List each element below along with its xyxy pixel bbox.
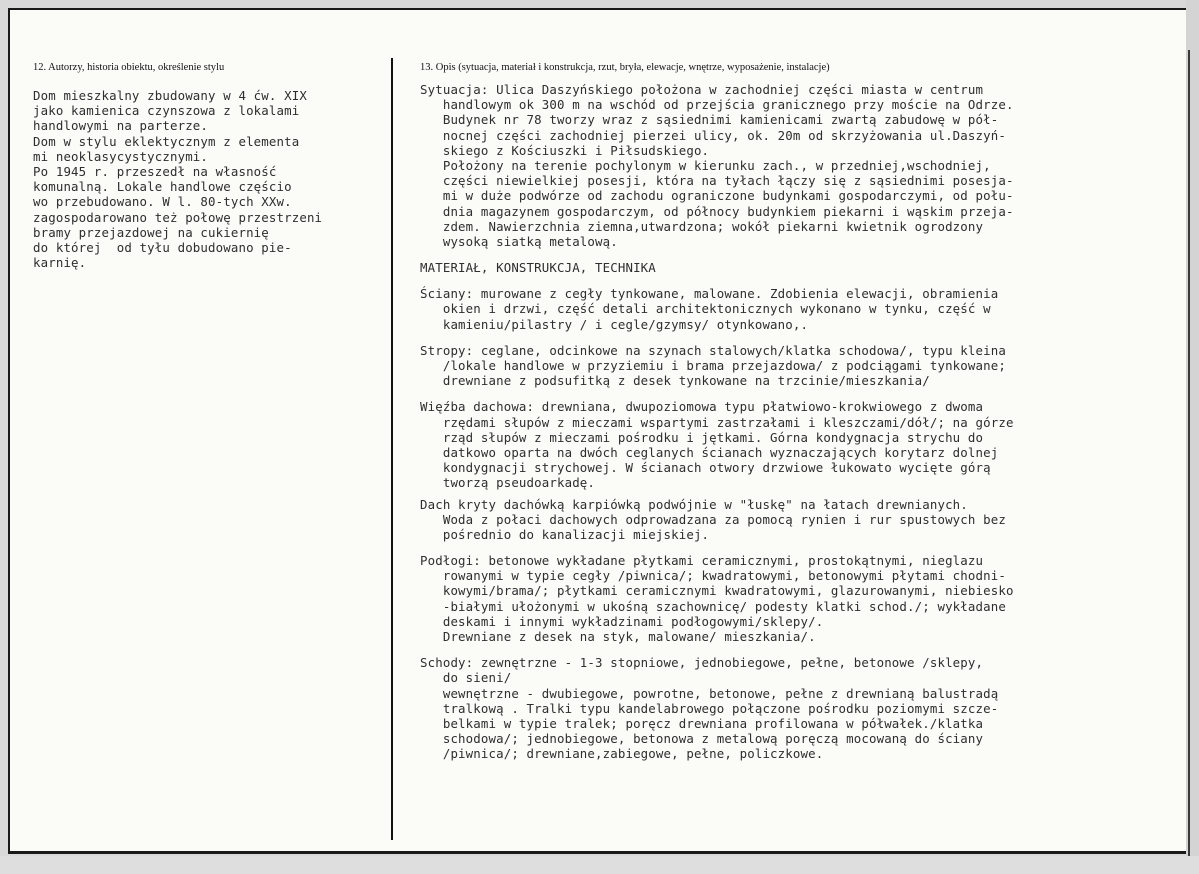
text-line: nocnej części zachodniej pierzei ulicy, ok. 20m od skrzyżowania ul.Daszyń- — [420, 127, 1006, 143]
text-line: komunalną. Lokale handlowe częścio — [33, 179, 292, 195]
text-line: jako kamienica czynszowa z lokalami — [33, 103, 300, 119]
text-line: Więźba dachowa: drewniana, dwupoziomowa typu płatwiowo-krokwiowego z dwoma — [420, 399, 984, 415]
text-line: pośrednio do kanalizacji miejskiej. — [420, 526, 710, 542]
text-line: belkami w typie tralek; poręcz drewniana profilowana w półwałek./klatka — [420, 715, 984, 731]
text-line: -białymi ułożonymi w ukośną szachownicę/ podesty klatki schod./; wykładane — [420, 598, 1006, 614]
text-line: Położony na terenie pochylonym w kierunku zach., w przedniej,wschodniej, — [420, 157, 991, 173]
text-line: mi neoklasycystycznymi. — [33, 148, 209, 164]
text-line: Woda z połaci dachowych odprowadzana za pomocą rynien i rur spustowych bez — [420, 511, 1006, 527]
text-line: Schody: zewnętrzne - 1-3 stopniowe, jednobiegowe, pełne, betonowe /sklepy, — [420, 655, 984, 671]
text-line: Po 1945 r. przeszedł na własność — [33, 163, 277, 179]
text-line: tworzą pseudoarkadę. — [420, 475, 596, 491]
text-line: Podłogi: betonowe wykładane płytkami ceramicznymi, prostokątnymi, nieglazu — [420, 553, 984, 569]
text-line: skiego z Kościuszki i Piłsudskiego. — [420, 142, 710, 158]
text-line: zdem. Nawierzchnia ziemna,utwardzona; wokół piekarni kwietnik ogrodzony — [420, 218, 984, 234]
text-line: kowymi/brama/; płytkami ceramicznymi kwadratowymi, glazurowanymi, niebiesko — [420, 583, 1014, 599]
text-line: handlowymi na parterze. — [33, 118, 209, 134]
text-line: zagospodarowano też połowę przestrzeni — [33, 209, 323, 225]
section-13-header: 13. Opis (sytuacja, materiał i konstrukcja, rzut, bryła, elewacje, wnętrze, wyposażenie, instalacje) — [420, 62, 830, 73]
text-line: Stropy: ceglane, odcinkowe na szynach stalowych/klatka schodowa/, typu kleina — [420, 342, 1006, 358]
schody-paragraph — [420, 655, 1190, 761]
section-13-text — [420, 82, 1190, 762]
sciany-paragraph — [420, 286, 1190, 332]
text-line: tralkową . Tralki typu kandelabrowego połączone pośrodku poziomymi szcze- — [420, 700, 999, 716]
text-line: deskami i innymi wykładzinami podłogowymi/sklepy/. — [420, 613, 824, 629]
material-heading: MATERIAŁ, KONSTRUKCJA, TECHNIKA — [420, 260, 656, 276]
text-line: Drewniane z desek na styk, malowane/ mieszkania/. — [420, 629, 816, 644]
text-line: dnia magazynem gospodarczym, od północy budynkiem piekarni i wąskim przeja- — [420, 203, 1014, 219]
text-line: do sieni/ — [420, 670, 512, 686]
text-line: bramy przejazdowej na cukiernię — [33, 224, 269, 240]
text-line: rowanymi w typie cegły /piwnica/; kwadratowymi, betonowymi płytami chodni- — [420, 568, 1006, 584]
text-line: schodowa/; jednobiegowe, betonowa z metalową poręczą mocowaną do ściany — [420, 731, 984, 747]
text-line: części niewielkiej posesji, która na tyłach łączy się z sąsiednimi posesja- — [420, 173, 1014, 189]
text-line: Dom w stylu eklektycznym z elementa — [33, 133, 300, 149]
text-line: wewnętrzne - dwubiegowe, powrotne, betonowe, pełne z drewnianą balustradą — [420, 685, 999, 701]
text-line: karnię. — [33, 255, 87, 271]
text-line: rzędami słupów z mieczami wspartymi zastrzałami i kleszczami/dół/; na górze — [420, 414, 1014, 430]
text-line: Sytuacja: Ulica Daszyńskiego położona w zachodniej części miasta w centrum — [420, 82, 984, 97]
text-line: Budynek nr 78 tworzy wraz z sąsiednimi kamienicami zwartą zabudowę w pół- — [420, 112, 999, 128]
text-line: wo przebudowano. W l. 80-tych XXw. — [33, 194, 292, 210]
text-line: kamieniu/pilastry / i cegle/gzymsy/ otynkowano,. — [420, 316, 809, 332]
text-line: mi w duże podwórze od zachodu ograniczone budynkami gospodarczymi, od połu- — [420, 188, 1014, 204]
text-line: wysoką siatką metalową. — [420, 233, 618, 249]
section-12-text — [33, 88, 393, 270]
text-line: Dach kryty dachówką karpiówką podwójnie w "łuskę" na łatach drewnianych. — [420, 496, 968, 512]
text-line: Dom mieszkalny zbudowany w 4 ćw. XIX — [33, 88, 307, 103]
text-line: rząd słupów z mieczami pośrodku i jętkami. Górna kondygnacja strychu do — [420, 429, 984, 445]
text-line: datkowo oparta na dwóch ceglanych ścianach wyznaczających korytarz dolnej — [420, 444, 999, 460]
text-line: kondygnacji strychowej. W ścianach otwory drzwiowe łukowato wycięte górą — [420, 460, 991, 476]
wiezba-paragraph — [420, 399, 1190, 490]
dach-paragraph — [420, 497, 1190, 543]
text-line: /lokale handlowe w przyziemiu i brama przejazdowa/ z podciągami tynkowane; — [420, 358, 1006, 373]
text-line: do której od tyłu dobudowano pie- — [33, 239, 292, 255]
text-line: /piwnica/; drewniane,zabiegowe, pełne, policzkowe. — [420, 746, 824, 762]
scan-bottom-band — [0, 856, 1199, 874]
text-line: okien i drzwi, część detali architektonicznych wykonano w tynku, część w — [420, 301, 991, 317]
podlogi-paragraph — [420, 553, 1190, 644]
text-line: handlowym ok 300 m na wschód od przejścia granicznego przy moście na Odrze. — [420, 97, 1014, 113]
sytuacja-paragraph — [420, 82, 1190, 249]
text-line: drewniane z podsufitką z desek tynkowane na trzcinie/mieszkania/ — [420, 373, 930, 389]
stropy-paragraph — [420, 343, 1190, 389]
text-line: Ściany: murowane z cegły tynkowane, malowane. Zdobienia elewacji, obramienia — [420, 286, 999, 302]
section-12-header: 12. Autorzy, historia obiektu, określenie stylu — [33, 62, 225, 73]
